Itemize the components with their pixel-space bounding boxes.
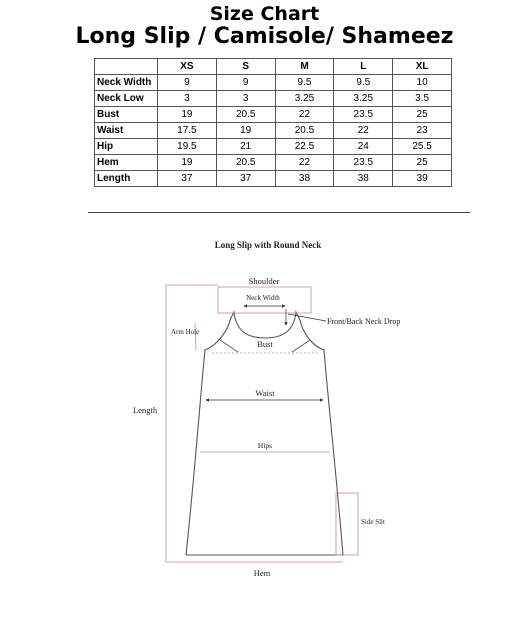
column-header-l: L <box>334 59 393 75</box>
table-cell: 3.25 <box>275 91 334 107</box>
side-slit-label: Side Slit <box>361 518 385 526</box>
row-label: Length <box>95 171 158 187</box>
hips-label: Hips <box>257 441 273 450</box>
hem-label: Hem <box>253 568 271 578</box>
table-cell: 37 <box>158 171 217 187</box>
table-cell: 20.5 <box>275 123 334 139</box>
row-label: Bust <box>95 107 158 123</box>
length-label: Length <box>133 405 158 415</box>
table-cell: 9 <box>216 75 275 91</box>
column-header-xl: XL <box>393 59 452 75</box>
table-cell: 9 <box>158 75 217 91</box>
table-cell: 10 <box>393 75 452 91</box>
table-cell: 39 <box>393 171 452 187</box>
table-cell: 21 <box>216 139 275 155</box>
table-cell: 38 <box>334 171 393 187</box>
arm-hole-label: Arm Hole <box>171 328 200 336</box>
bust-dart-left <box>220 340 238 352</box>
shoulder-label: Shoulder <box>248 276 280 286</box>
table-cell: 22 <box>275 107 334 123</box>
table-cell: 22.5 <box>275 139 334 155</box>
chart-subtitle: Long Slip / Camisole/ Shameez <box>75 24 454 49</box>
table-cell: 22 <box>334 123 393 139</box>
table-cell: 19.5 <box>158 139 217 155</box>
neck-width-label: Neck Width <box>246 294 280 302</box>
column-header-s: S <box>216 59 275 75</box>
waist-label: Waist <box>255 388 275 398</box>
neck-drop-label: Front/Back Neck Drop <box>327 317 401 326</box>
table-cell: 19 <box>158 155 217 171</box>
table-cell: 24 <box>334 139 393 155</box>
bust-dart-right <box>292 340 310 352</box>
table-cell: 37 <box>216 171 275 187</box>
table-cell: 38 <box>275 171 334 187</box>
table-cell: 9.5 <box>275 75 334 91</box>
table-cell: 19 <box>216 123 275 139</box>
table-cell: 25 <box>393 155 452 171</box>
diagram-title: Long Slip with Round Neck <box>214 240 322 250</box>
table-cell: 25 <box>393 107 452 123</box>
row-label: Waist <box>95 123 158 139</box>
table-cell: 23 <box>393 123 452 139</box>
table-cell: 23.5 <box>334 107 393 123</box>
row-label: Hip <box>95 139 158 155</box>
table-cell: 20.5 <box>216 155 275 171</box>
table-cell: 3 <box>158 91 217 107</box>
row-label: Neck Low <box>95 91 158 107</box>
table-cell: 3.25 <box>334 91 393 107</box>
table-cell: 3 <box>216 91 275 107</box>
bust-label: Bust <box>257 339 273 349</box>
row-label: Neck Width <box>95 75 158 91</box>
table-cell: 20.5 <box>216 107 275 123</box>
column-header-xs: XS <box>158 59 217 75</box>
table-cell: 22 <box>275 155 334 171</box>
table-cell: 25.5 <box>393 139 452 155</box>
chart-title: Size Chart <box>209 3 320 25</box>
row-label: Hem <box>95 155 158 171</box>
table-cell: 17.5 <box>158 123 217 139</box>
table-cell: 19 <box>158 107 217 123</box>
table-cell: 23.5 <box>334 155 393 171</box>
side-slit-bracket <box>336 493 358 555</box>
table-cell: 9.5 <box>334 75 393 91</box>
neck-drop-line <box>288 314 326 321</box>
table-cell: 3.5 <box>393 91 452 107</box>
column-header-m: M <box>275 59 334 75</box>
